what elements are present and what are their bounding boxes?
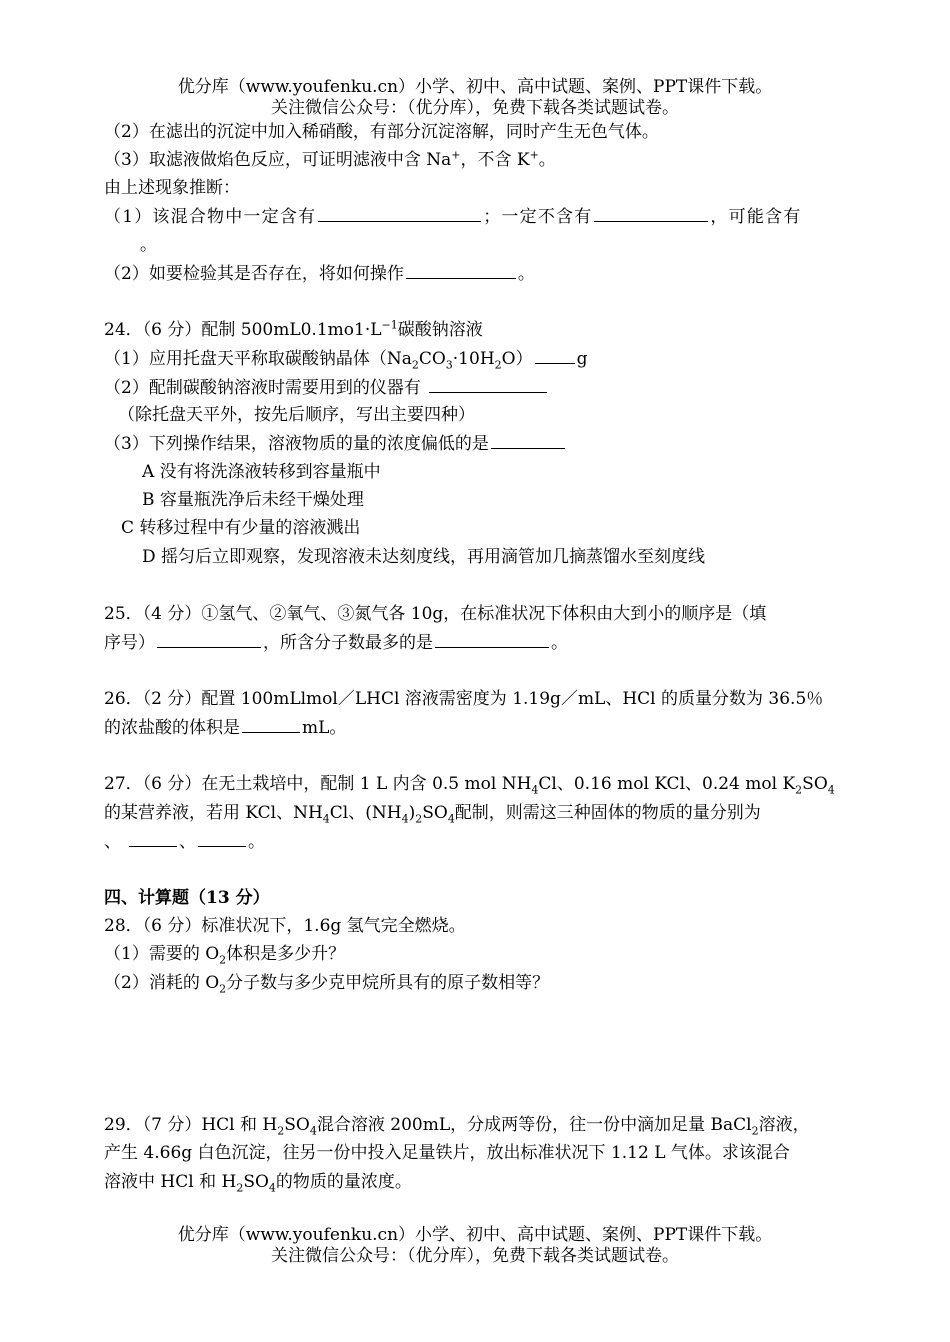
q23-answer-1-end: 。 — [140, 235, 157, 255]
answer-blank[interactable] — [198, 830, 246, 847]
sub-4: 4 — [322, 812, 330, 826]
q24-option-d: D 摇匀后立即观察，发现溶液未达刻度线，再用滴管加几摘蒸馏水至刻度线 — [142, 547, 706, 567]
sup-plus: + — [529, 148, 539, 162]
q29-l3-a: 溶液中 HCl 和 H — [104, 1172, 237, 1192]
q24-part-2-note: （除托盘天平外，按先后顺序，写出主要四种） — [118, 405, 475, 425]
q26-l2-b: mL。 — [302, 718, 347, 738]
sub-4: 4 — [827, 783, 835, 797]
q24-part-2 — [104, 376, 549, 399]
q24-p2-text: （2）配制碳酸钠溶液时需要用到的仪器有 — [104, 378, 421, 398]
q23-a2-text-b: 。 — [517, 264, 535, 284]
q23-step3-text-a: （3）取滤液做焰色反应，可证明滤液中含 Na — [104, 150, 452, 170]
q24-p1-c: ·10H — [452, 349, 495, 369]
section-4-title: 四、计算题（13 分） — [104, 888, 270, 908]
q25-line-2 — [104, 631, 568, 654]
q25-l2-b: ，所含分子数最多的是 — [263, 633, 433, 653]
q23-answer-1 — [104, 205, 801, 228]
sub-2: 2 — [411, 358, 419, 372]
q29-l3-b: SO — [243, 1172, 269, 1192]
sup-plus: + — [451, 148, 461, 162]
sub-4: 4 — [531, 783, 539, 797]
header-line-1: 优分库（www.youfenku.cn）小学、初中、高中试题、案例、PPT课件下载。 — [177, 77, 773, 97]
q29-l1-a: 29．（7 分）HCl 和 H — [104, 1115, 278, 1135]
sub-2: 2 — [277, 1124, 285, 1138]
q28-p1-a: （1）需要的 O — [104, 944, 220, 964]
q27-l3-a: 、 — [104, 832, 121, 852]
q27-l2-c: ) — [408, 803, 416, 823]
q27-line-3 — [104, 830, 265, 853]
q29-line-1 — [104, 1114, 810, 1136]
answer-blank[interactable] — [129, 830, 177, 847]
answer-blank[interactable] — [157, 631, 261, 648]
q27-l2-d: SO — [422, 803, 448, 823]
q23-step3 — [104, 149, 556, 171]
q24-title-a: 24．（6 分）配制 500mL0.1mo1·L — [104, 320, 382, 340]
sub-4: 4 — [401, 812, 409, 826]
q27-line-2 — [104, 802, 761, 824]
q24-title-b: 碳酸钠溶液 — [397, 320, 483, 340]
q29-l1-b: SO — [284, 1115, 310, 1135]
q24-option-b: B 容量瓶洗净后未经干燥处理 — [142, 490, 364, 510]
q29-l3-c: 的物质的量浓度。 — [275, 1172, 412, 1192]
q28-p2-b: 分子数与多少克甲烷所具有的原子数相等？ — [226, 973, 550, 993]
answer-blank[interactable] — [435, 631, 549, 648]
q27-l3-b: 、 — [179, 832, 196, 852]
q24-p1-a: （1）应用托盘天平称取碳酸钠晶体（Na — [104, 349, 412, 369]
q23-a2-text-a: （2）如要检验其是否存在，将如何操作 — [104, 264, 404, 284]
q28-title: 28．（6 分）标准状况下，1.6g 氢气完全燃烧。 — [104, 916, 466, 936]
q24-p1-unit: g — [576, 349, 588, 369]
sub-2: 2 — [494, 358, 502, 372]
q27-line-1 — [104, 773, 835, 795]
sub-4: 4 — [268, 1181, 276, 1195]
q24-title-sup: −1 — [381, 318, 398, 332]
sub-2: 2 — [415, 812, 423, 826]
q25-l2-c: 。 — [551, 633, 568, 653]
answer-blank[interactable] — [594, 205, 708, 222]
q23-step2: （2）在滤出的沉淀中加入稀硝酸，有部分沉淀溶解，同时产生无色气体。 — [104, 122, 659, 142]
q27-l2-b: Cl、(NH — [329, 803, 402, 823]
q29-l1-d: 溶液， — [758, 1115, 810, 1135]
q23-infer: 由上述现象推断： — [104, 178, 240, 198]
sub-2: 2 — [219, 953, 227, 967]
q24-p3-text: （3）下列操作结果，溶液物质的量的浓度偏低的是 — [104, 434, 489, 454]
q29-l1-c: 混合溶液 200mL，分成两等份，往一份中滴加足量 BaCl — [316, 1115, 752, 1135]
answer-blank[interactable] — [429, 376, 547, 393]
q27-l2-a: 的某营养液，若用 KCl、NH — [104, 803, 323, 823]
q29-line-3 — [104, 1171, 412, 1193]
q28-p2-a: （2）消耗的 O — [104, 973, 220, 993]
q26-line-2 — [104, 716, 346, 739]
answer-blank[interactable] — [318, 205, 481, 222]
q23-a1-text-b: ；一定不含有 — [483, 207, 593, 227]
q27-l1-c: SO — [802, 774, 828, 794]
q28-part-1 — [104, 943, 345, 965]
sub-2: 2 — [219, 982, 227, 996]
sub-2: 2 — [795, 783, 803, 797]
q25-l2-a: 序号） — [104, 633, 155, 653]
answer-blank[interactable] — [242, 716, 300, 733]
footer-line-1: 优分库（www.youfenku.cn）小学、初中、高中试题、案例、PPT课件下载。 — [177, 1225, 773, 1245]
q26-l2-a: 的浓盐酸的体积是 — [104, 718, 240, 738]
q27-l1-b: Cl、0.16 mol KCl、0.24 mol K — [538, 774, 796, 794]
sub-3: 3 — [445, 358, 453, 372]
q29-line-2: 产生 4.66g 白色沉淀，往另一份中投入足量铁片，放出标准状况下 1.12 L 气体。求该混合 — [104, 1143, 790, 1163]
answer-blank[interactable] — [491, 432, 565, 449]
q28-p1-b: 体积是多少升？ — [226, 944, 346, 964]
q23-a1-text-a: （1）该混合物中一定含有 — [104, 207, 317, 227]
q28-part-2 — [104, 972, 549, 994]
sub-4: 4 — [447, 812, 455, 826]
footer-line-2: 关注微信公众号：（优分库），免费下载各类试题试卷。 — [271, 1246, 679, 1266]
q23-answer-2 — [104, 262, 535, 285]
q26-line-1: 26．（2 分）配置 100mLlmol／LHCl 溶液需密度为 1.19g／mL、HCl 的质量分数为 36.5％ — [104, 689, 824, 709]
q24-option-c: C 转移过程中有少量的溶液溅出 — [121, 518, 361, 538]
q27-l2-e: 配制，则需这三种固体的物质的量分别为 — [454, 803, 761, 823]
sub-2: 2 — [751, 1124, 759, 1138]
q24-p1-b: CO — [418, 349, 446, 369]
q24-part-1 — [104, 347, 587, 370]
q25-line-1: 25．（4 分）①氢气、②氧气、③氮气各 10g，在标准状况下体积由大到小的顺序是（填 — [104, 604, 767, 624]
q24-p1-d: O） — [501, 349, 533, 369]
q24-option-a: A 没有将洗涤液转移到容量瓶中 — [142, 462, 381, 482]
q27-l3-c: 。 — [248, 832, 265, 852]
q23-step3-text-b: ，不含 K — [460, 150, 530, 170]
answer-blank[interactable] — [535, 347, 575, 364]
q23-step3-text-c: 。 — [538, 150, 556, 170]
answer-blank[interactable] — [406, 262, 516, 279]
header-line-2: 关注微信公众号：（优分库），免费下载各类试题试卷。 — [271, 98, 679, 118]
q24-title — [104, 319, 483, 341]
q27-l1-a: 27．（6 分）在无土栽培中，配制 1 L 内含 0.5 mol NH — [104, 774, 532, 794]
q24-part-3 — [104, 432, 567, 455]
sub-4: 4 — [309, 1124, 317, 1138]
q23-a1-text-c: ，可能含有 — [710, 207, 802, 227]
sub-2: 2 — [236, 1181, 244, 1195]
